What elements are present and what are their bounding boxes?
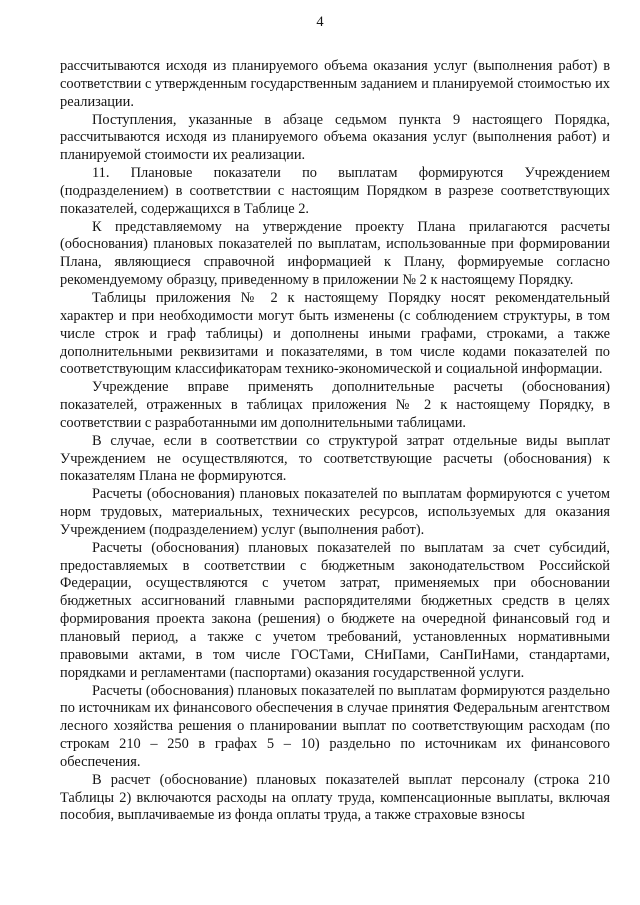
paragraph-continuation: рассчитываются исходя из планируемого объема оказания услуг (выполнения работ) в соответствии с утвержденным государственным заданием и планируемой стоимостью их реализации. [60,58,610,110]
paragraph-not-formed-case: В случае, если в соответствии со структурой затрат отдельные виды выплат Учреждением не осуществляются, то соответствующие расчеты (обоснования) к показателям Плана не формируются. [60,432,610,485]
paragraph-sources-separate: Расчеты (обоснования) плановых показателей по выплатам формируются раздельно по источникам их финансового обеспечения в случае принятия Федеральным агентством лесного хозяйства решения о планировании выплат по соответствующим расходам (по строкам 210 – 250 в графах 5 – 10) раздельно по источникам их финансового обеспечения. [60,682,610,770]
paragraph-tables-recommendation: Таблицы приложения № 2 к настоящему Порядку носят рекомендательный характер и при необходимости могут быть изменены (с соблюдением структуры, в том числе строк и граф таблицы) и дополнены иными графами, строками, а также дополнительными реквизитами и показателями, в том числе кодами показателей по соответствующим классификаторам технико-экономической и социальной информации. [60,289,610,378]
paragraph-item-11: 11. Плановые показатели по выплатам формируются Учреждением (подразделением) в соответствии с настоящим Порядком в разрезе соответствующих показателей, содержащихся в Таблице 2. [60,165,610,217]
paragraph-calculations-attached: К представляемому на утверждение проекту Плана прилагаются расчеты (обоснования) плановых показателей по выплатам, использованные при формировании Плана, являющиеся справочной информацией к Плану, формируемые согласно рекомендуемому образцу, приведенному в приложении № 2 к настоящему Порядку. [60,218,610,289]
paragraph-additional-calculations: Учреждение вправе применять дополнительные расчеты (обоснования) показателей, отраженных в таблицах приложения № 2 к настоящему Порядку, в соответствии с разработанными им дополнительными таблицами. [60,379,610,431]
paragraph-receipts: Поступления, указанные в абзаце седьмом пункта 9 настоящего Порядка, рассчитываются исходя из планируемого объема оказания услуг (выполнения работ) и планируемой стоимости их реализации. [60,111,610,164]
paragraph-personnel-payments: В расчет (обоснование) плановых показателей выплат персоналу (строка 210 Таблицы 2) включаются расходы на оплату труда, компенсационные выплаты, включая пособия, выплачиваемые из фонда оплаты труда, а также страховые взносы [60,771,610,824]
document-body [60,58,610,825]
paragraph-norms: Расчеты (обоснования) плановых показателей по выплатам формируются с учетом норм трудовых, материальных, технических ресурсов, используемых для оказания Учреждением (подразделением) услуг (выполнения работ). [60,486,610,538]
page-number: 4 [316,14,324,30]
paragraph-subsidies: Расчеты (обоснования) плановых показателей по выплатам за счет субсидий, предоставляемых в соответствии с бюджетным законодательством Российской Федерации, осуществляются с учетом затрат, применяемых при обосновании бюджетных ассигнований главными распорядителями бюджетных средств в целях формирования проекта закона (решения) о бюджете на очередной финансовый год и плановый период, а также с учетом требований, установленных нормативными правовыми актами, в том числе ГОСТами, СНиПами, СанПиНами, стандартами, порядками и регламентами (паспортами) оказания государственной услуги. [60,539,610,681]
